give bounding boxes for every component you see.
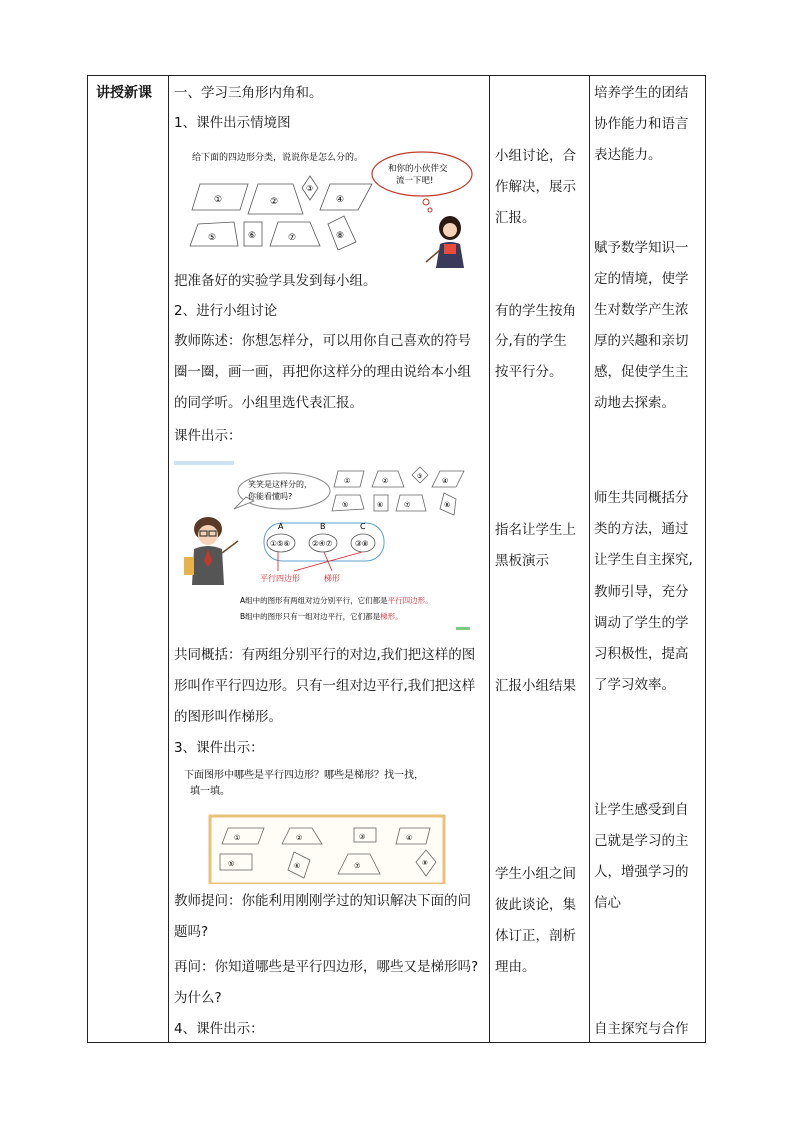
svg-text:①: ① (344, 477, 351, 485)
svg-text:③: ③ (359, 833, 366, 841)
step-2-title: 2、进行小组讨论 (174, 303, 278, 319)
shape-label: ① (214, 195, 223, 205)
teacher-figure (426, 216, 464, 268)
shape-label: ⑧ (336, 231, 345, 241)
bubble-text: 笑笑是这样分的， (248, 480, 312, 489)
column-divider (489, 76, 490, 1042)
bubble-text: 流一下吧! (396, 176, 434, 186)
section-header: 讲授新课 (96, 85, 152, 101)
svg-text:⑧: ⑧ (444, 501, 451, 509)
paragraph-line: 形叫作平行四边形。只有一组对边平行,我们把这样 (174, 678, 476, 694)
paragraph-line: 的图形叫作梯形。 (174, 709, 282, 725)
group-b-items: ②④⑦ (312, 539, 333, 548)
shape-label: ⑦ (288, 233, 297, 243)
speech-bubble (238, 473, 330, 509)
student-activity: 彼此谈论，集 (495, 897, 576, 913)
decor-bar (456, 627, 470, 630)
heading-1: 一、学习三角形内角和。 (174, 85, 323, 101)
note-b: B组中的图形只有一组对边平行，它们都是梯形。 (240, 612, 403, 621)
design-intent: 动地去探索。 (594, 395, 675, 411)
shape-label: ③ (306, 184, 314, 193)
design-intent: 习积极性，提高 (594, 646, 689, 662)
group-c-items: ③⑧ (355, 539, 369, 548)
student-activity: 体订正，剖析 (495, 928, 576, 944)
note-a: A组中的图形有两组对边分别平行，它们都是平行四边形。 (240, 596, 433, 605)
design-intent: 己就是学习的主 (594, 833, 689, 849)
paragraph-line: 为什么? (174, 990, 222, 1006)
svg-text:①: ① (234, 834, 241, 842)
column-divider (168, 76, 169, 1042)
svg-text:⑥: ⑥ (294, 862, 301, 870)
student-activity: 学生小组之间 (495, 866, 576, 882)
design-intent: 自主探究与合作 (594, 1021, 689, 1037)
group-b-label: B (320, 522, 326, 531)
bubble-text: 你能看懂吗? (248, 492, 293, 501)
design-intent: 了学习效率。 (594, 677, 675, 693)
design-intent: 赋予数学知识一 (594, 240, 689, 256)
student-activity: 汇报小组结果 (495, 678, 576, 694)
svg-text:⑤: ⑤ (342, 501, 349, 509)
design-intent: 协作能力和语言 (594, 116, 689, 132)
bubble-dot (423, 199, 429, 205)
shape-label: ⑤ (208, 233, 217, 243)
fig1-prompt: 给下面的四边形分类，说说你是怎么分的。 (192, 153, 364, 163)
svg-text:⑥: ⑥ (377, 501, 384, 509)
design-intent: 感，促使学生主 (594, 364, 689, 380)
shape-label: ② (270, 197, 279, 207)
column-divider (589, 76, 590, 1042)
paragraph-line: 教师陈述：你想怎样分，可以用你自己喜欢的符号 (174, 333, 471, 349)
decor-bar (174, 461, 234, 465)
svg-text:④: ④ (442, 477, 449, 485)
bubble-dot (428, 208, 432, 212)
fig3-question: 下面图形中哪些是平行四边形？哪些是梯形？找一找， (184, 770, 424, 781)
design-intent: 让学生自主探究, (594, 552, 693, 568)
student-activity: 黑板演示 (495, 553, 549, 569)
design-intent: 教师引导，充分 (594, 584, 689, 600)
paragraph-line: 教师提问：你能利用刚刚学过的知识解决下面的问 (174, 893, 471, 909)
group-c-label: C (360, 522, 366, 531)
paragraph-line: 圈一圈，画一画，再把你这样分的理由说给本小组 (174, 364, 471, 380)
step-1-title: 1、课件出示情境图 (174, 115, 291, 131)
design-intent: 生对数学产生浓 (594, 302, 689, 318)
svg-text:⑧: ⑧ (422, 859, 428, 867)
paragraph-line: 题吗? (174, 924, 209, 940)
paragraph-line: 共同概括：有两组分别平行的对边,我们把这样的图 (174, 647, 476, 663)
student-activity: 理由。 (495, 959, 536, 975)
student-activity: 小组讨论，合 (495, 148, 576, 164)
svg-text:③: ③ (417, 473, 423, 480)
svg-text:②: ② (296, 834, 303, 842)
bubble-text: 和你的小伙伴交 (388, 164, 448, 174)
paragraph-line: 的同学听。小组里选代表汇报。 (174, 395, 363, 411)
student-activity: 按平行分。 (495, 364, 563, 380)
student-activity: 汇报。 (495, 210, 536, 226)
lesson-table (87, 75, 706, 1043)
figure-fill-in (174, 764, 486, 884)
fig3-question: 填一填。 (190, 786, 230, 797)
design-intent: 定的情境，使学 (594, 271, 689, 287)
design-intent: 表达能力。 (594, 147, 662, 163)
student-activity: 作解决，展示 (495, 179, 576, 195)
svg-text:⑦: ⑦ (354, 862, 361, 870)
group-a-items: ①⑤⑥ (270, 539, 291, 548)
design-intent: 类的方法，通过 (594, 521, 689, 537)
design-intent: 人，增强学习的 (594, 864, 689, 880)
shape-label: ④ (336, 195, 345, 205)
group-a-label: A (278, 522, 284, 531)
step-3-title: 3、课件出示： (174, 740, 264, 756)
student-activity: 分,有的学生 (495, 333, 567, 349)
teacher-figure (184, 517, 238, 585)
label-trapezoid: 梯形 (324, 574, 340, 583)
design-intent: 调动了学生的学 (594, 615, 689, 631)
svg-text:②: ② (382, 477, 389, 485)
student-activity: 指名让学生上 (495, 522, 576, 538)
label-parallelogram: 平行四边形 (260, 574, 300, 583)
design-intent: 信心 (594, 895, 621, 911)
figure-classification (174, 457, 486, 635)
paragraph: 把准备好的实验学具发到每小组。 (174, 273, 377, 289)
svg-text:⑤: ⑤ (228, 860, 235, 868)
svg-text:④: ④ (406, 834, 413, 842)
design-intent: 让学生感受到自 (594, 802, 689, 818)
speech-bubble (372, 152, 472, 196)
shape-label: ⑥ (248, 231, 257, 241)
shape-grid (332, 467, 464, 515)
shape-parallelogram (320, 184, 372, 210)
student-activity: 有的学生按角 (495, 303, 576, 319)
svg-text:⑦: ⑦ (404, 501, 411, 509)
figure-quadrilateral-sort (178, 146, 478, 268)
design-intent: 厚的兴趣和亲切 (594, 333, 689, 349)
paragraph-line: 再问：你知道哪些是平行四边形，哪些又是梯形吗? (174, 959, 479, 975)
design-intent: 师生共同概括分 (594, 490, 689, 506)
design-intent: 培养学生的团结 (594, 85, 689, 101)
step-4-title: 4、课件出示： (174, 1021, 264, 1037)
paragraph: 课件出示： (174, 428, 242, 444)
picture-frame (210, 816, 444, 884)
